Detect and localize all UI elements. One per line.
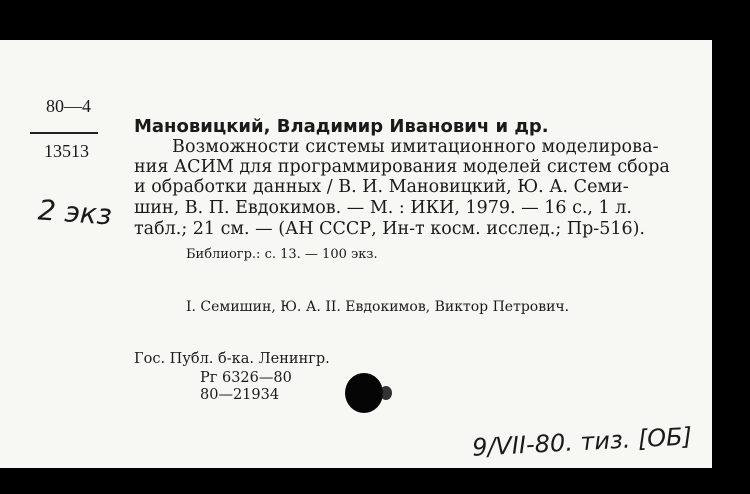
library-code-2: 80—21934	[200, 387, 280, 403]
catalog-card	[0, 40, 712, 468]
tracings: I. Семишин, Ю. А. II. Евдокимов, Виктор Петрович.	[186, 299, 570, 315]
scan-border-top	[0, 0, 750, 40]
handwritten-date: 9/VII-80. тиз. [OБ]	[471, 422, 693, 462]
library-code-1: Рг 6326—80	[200, 370, 292, 386]
title-line-2: ния АСИМ для программирования моделей систем сбора	[134, 157, 670, 177]
ink-stain-small	[380, 386, 392, 400]
bibliography-note: Библиогр.: с. 13. — 100 экз.	[186, 247, 378, 262]
classification-rule	[30, 132, 98, 134]
handwritten-copies: 2 экз	[36, 193, 113, 232]
title-line-4: шин, В. П. Евдокимов. — М. : ИКИ, 1979. — 16 с., 1 л.	[134, 198, 632, 218]
classification-number: 80—4	[46, 96, 91, 116]
title-line-1: Возможности системы имитационного моделирова-	[172, 137, 659, 157]
author-heading: Мановицкий, Владимир Иванович и др.	[134, 116, 549, 137]
title-line-5: табл.; 21 см. — (АН СССР, Ин-т косм. исслед.; Пр-516).	[134, 219, 645, 239]
title-line-3: и обработки данных / В. И. Мановицкий, Ю. А. Семи-	[134, 177, 629, 197]
accession-number: 13513	[44, 141, 89, 161]
ink-stain	[345, 373, 383, 413]
library-name: Гос. Публ. б-ка. Ленингр.	[134, 351, 330, 367]
